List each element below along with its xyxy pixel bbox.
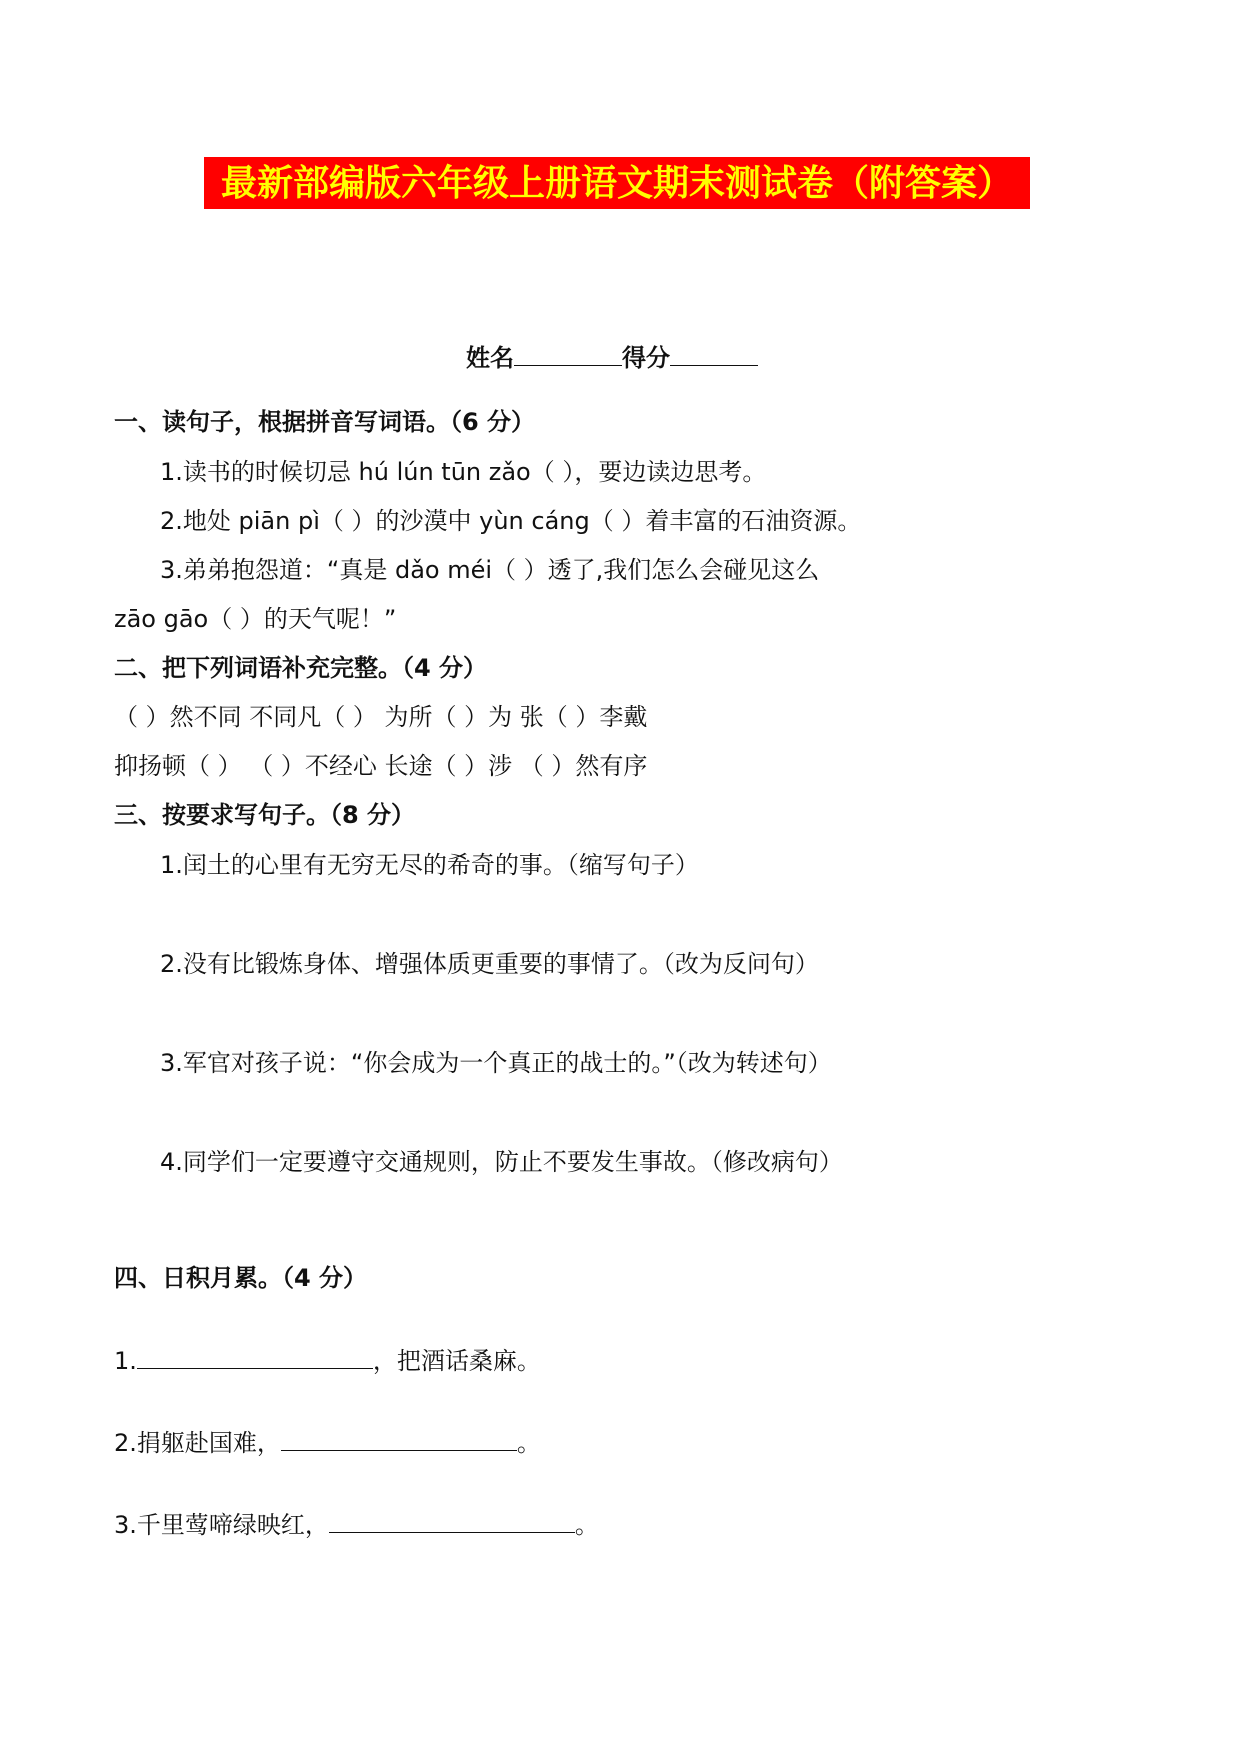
s3-question-3: 3.军官对孩子说：“你会成为一个真正的战士的。”（改为转述句） [160, 1049, 832, 1077]
score-blank[interactable] [670, 343, 758, 366]
s4-q2-suffix: 。 [516, 1429, 541, 1457]
s3-question-1: 1.闰土的心里有无穷无尽的希奇的事。（缩写句子） [160, 851, 699, 879]
s2-row-2: 抑扬顿（ ） （ ）不经心 长途（ ）涉 （ ）然有序 [114, 752, 648, 780]
s4-question-1 [114, 1345, 541, 1377]
s4-q3-prefix: 3.千里莺啼绿映红， [114, 1511, 329, 1539]
s2-row-1: （ ）然不同 不同凡（ ） 为所（ ）为 张（ ）李戴 [114, 703, 648, 731]
s4-q1-prefix: 1. [114, 1347, 137, 1375]
s4-q3-blank[interactable] [329, 1510, 575, 1533]
section-4-heading: 四、日积月累。（4 分） [114, 1264, 368, 1292]
s4-q1-suffix: ，把酒话桑麻。 [372, 1347, 541, 1375]
s4-question-3 [114, 1509, 599, 1541]
exam-title: 最新部编版六年级上册语文期末测试卷（附答案） [204, 157, 1030, 209]
s3-question-2: 2.没有比锻炼身体、增强体质更重要的事情了。（改为反问句） [160, 950, 819, 978]
s3-question-4: 4.同学们一定要遵守交通规则，防止不要发生事故。（修改病句） [160, 1148, 843, 1176]
score-label: 得分 [622, 344, 670, 372]
s1-question-2: 2.地处 piān pì（ ）的沙漠中 yùn cáng（ ）着丰富的石油资源。 [160, 507, 862, 535]
name-score-line [466, 342, 758, 374]
s4-q2-blank[interactable] [281, 1428, 517, 1451]
section-2-heading: 二、把下列词语补充完整。（4 分） [114, 654, 488, 682]
s4-q1-blank[interactable] [137, 1346, 373, 1369]
s1-question-3-line-1: 3.弟弟抱怨道：“真是 dǎo méi（ ）透了,我们怎么会碰见这么 [160, 556, 820, 584]
name-label: 姓名 [466, 344, 514, 372]
s4-q3-suffix: 。 [574, 1511, 599, 1539]
section-3-heading: 三、按要求写句子。（8 分） [114, 801, 416, 829]
name-blank[interactable] [514, 343, 622, 366]
section-1-heading: 一、读句子，根据拼音写词语。（6 分） [114, 408, 536, 436]
s4-q2-prefix: 2.捐躯赴国难， [114, 1429, 281, 1457]
s1-question-3-line-2: zāo gāo（ ）的天气呢！” [114, 605, 397, 633]
s1-question-1: 1.读书的时候切忌 hú lún tūn zǎo（ ），要边读边思考。 [160, 458, 767, 486]
s4-question-2 [114, 1427, 541, 1459]
